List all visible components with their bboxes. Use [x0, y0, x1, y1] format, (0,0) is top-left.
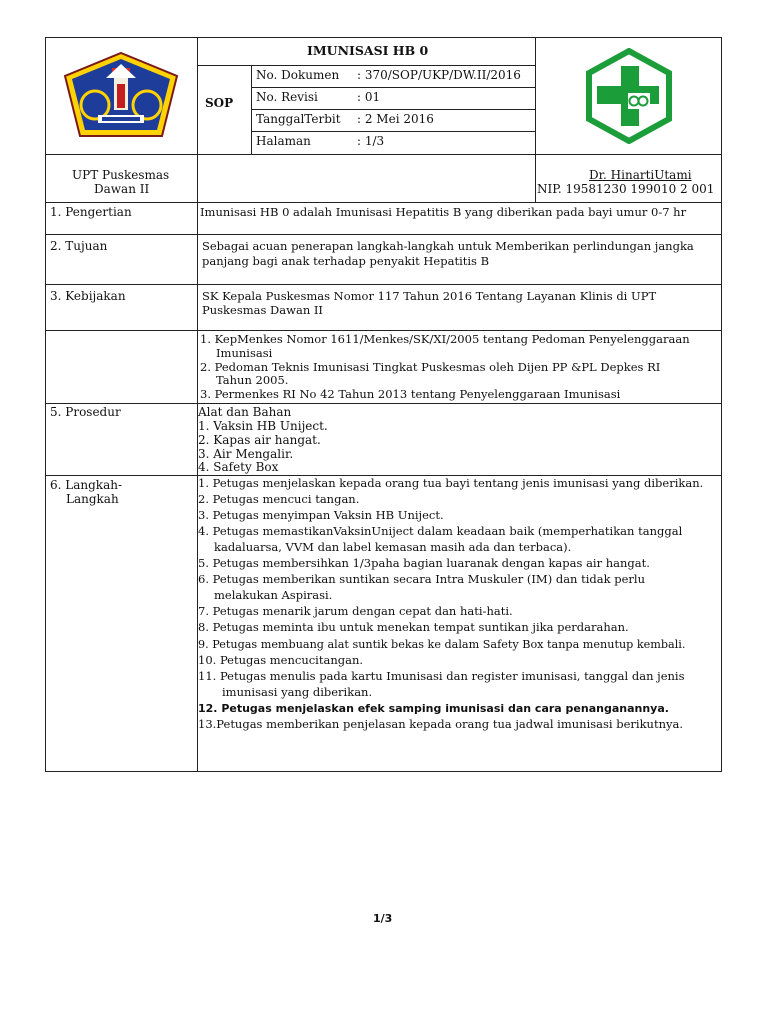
- prosedur-item: Alat dan Bahan: [198, 405, 292, 419]
- puskesmas-logo: [581, 48, 677, 144]
- document-title: IMUNISASI HB 0: [307, 43, 429, 58]
- org-name-line2: Dawan II: [94, 182, 150, 196]
- langkah-item: 4. Petugas memastikanVaksinUniject dalam keadaan baik (memperhatikan tanggal: [198, 524, 683, 538]
- langkah-item: 9. Petugas membuang alat suntik bekas ke dalam Safety Box tanpa menutup kembali.: [198, 638, 686, 651]
- section-langkah-label: Langkah: [66, 492, 119, 506]
- langkah-item: 3. Petugas menyimpan Vaksin HB Uniject.: [198, 508, 444, 522]
- langkah-item: kadaluarsa, VVM dan label kemasan masih ada dan terbaca).: [214, 540, 572, 554]
- langkah-item: 13.Petugas memberikan penjelasan kepada orang tua jadwal imunisasi berikutnya.: [198, 717, 684, 731]
- section-kebijakan-line2: Puskesmas Dawan II: [202, 303, 323, 317]
- section-kebijakan-label: 3. Kebijakan: [50, 289, 126, 303]
- langkah-item: 11. Petugas menulis pada kartu Imunisasi dan register imunisasi, tanggal dan jenis: [198, 669, 685, 683]
- page-label: Halaman: [256, 134, 311, 148]
- doc-number-label: No. Dokumen: [256, 68, 340, 82]
- reference-item: Tahun 2005.: [216, 373, 289, 387]
- section-pengertian-text: Imunisasi HB 0 adalah Imunisasi Hepatitis B yang diberikan pada bayi umur 0-7 hr: [200, 205, 687, 219]
- sop-label: SOP: [205, 96, 234, 110]
- section-prosedur-label: 5. Prosedur: [50, 405, 121, 419]
- prosedur-item: 2. Kapas air hangat.: [198, 433, 321, 447]
- prosedur-item: 4. Safety Box: [198, 460, 279, 474]
- langkah-item: 12. Petugas menjelaskan efek samping imunisasi dan cara penanganannya.: [198, 702, 669, 715]
- signer-nip: NIP. 19581230 199010 2 001: [537, 182, 715, 196]
- page-value: : 1/3: [357, 134, 385, 148]
- section-tujuan-label: 2. Tujuan: [50, 239, 108, 253]
- revision-value: : 01: [357, 90, 381, 104]
- reference-item: 1. KepMenkes Nomor 1611/Menkes/SK/XI/2005 tentang Pedoman Penyelenggaraan: [200, 332, 690, 346]
- reference-item: 2. Pedoman Teknis Imunisasi Tingkat Puskesmas oleh Dijen PP &PL Depkes RI: [200, 360, 661, 374]
- reference-item: Imunisasi: [216, 346, 273, 360]
- org-name-line1: UPT Puskesmas: [72, 168, 170, 182]
- regional-emblem-logo: [62, 50, 180, 140]
- section-langkah-label: 6. Langkah-: [50, 478, 123, 492]
- langkah-item: 1. Petugas menjelaskan kepada orang tua bayi tentang jenis imunisasi yang diberikan.: [198, 476, 704, 490]
- doc-number-value: : 370/SOP/UKP/DW.II/2016: [357, 68, 521, 82]
- langkah-item: 7. Petugas menarik jarum dengan cepat dan hati-hati.: [198, 604, 513, 618]
- langkah-item: 6. Petugas memberikan suntikan secara Intra Muskuler (IM) dan tidak perlu: [198, 572, 646, 586]
- langkah-item: melakukan Aspirasi.: [214, 588, 333, 602]
- langkah-item: 5. Petugas membersihkan 1/3paha bagian luaranak dengan kapas air hangat.: [198, 556, 650, 570]
- issue-date-value: : 2 Mei 2016: [357, 112, 434, 126]
- issue-date-label: TanggalTerbit: [256, 112, 341, 126]
- prosedur-item: 3. Air Mengalir.: [198, 447, 294, 461]
- section-tujuan-line2: panjang bagi anak terhadap penyakit Hepatitis B: [202, 254, 490, 268]
- section-pengertian-label: 1. Pengertian: [50, 205, 132, 219]
- section-tujuan-line1: Sebagai acuan penerapan langkah-langkah untuk Memberikan perlindungan jangka: [202, 239, 694, 253]
- langkah-item: imunisasi yang diberikan.: [222, 685, 373, 699]
- langkah-item: 2. Petugas mencuci tangan.: [198, 492, 360, 506]
- revision-label: No. Revisi: [256, 90, 318, 104]
- langkah-item: 8. Petugas meminta ibu untuk menekan tempat suntikan jika perdarahan.: [198, 620, 629, 634]
- langkah-item: 10. Petugas mencucitangan.: [198, 653, 364, 667]
- page-number: 1/3: [373, 912, 393, 925]
- section-kebijakan-line1: SK Kepala Puskesmas Nomor 117 Tahun 2016 Tentang Layanan Klinis di UPT: [202, 289, 657, 303]
- reference-item: 3. Permenkes RI No 42 Tahun 2013 tentang Penyelenggaraan Imunisasi: [200, 387, 621, 401]
- prosedur-item: 1. Vaksin HB Uniject.: [198, 419, 328, 433]
- signer-name: Dr. HinartiUtami: [589, 168, 692, 182]
